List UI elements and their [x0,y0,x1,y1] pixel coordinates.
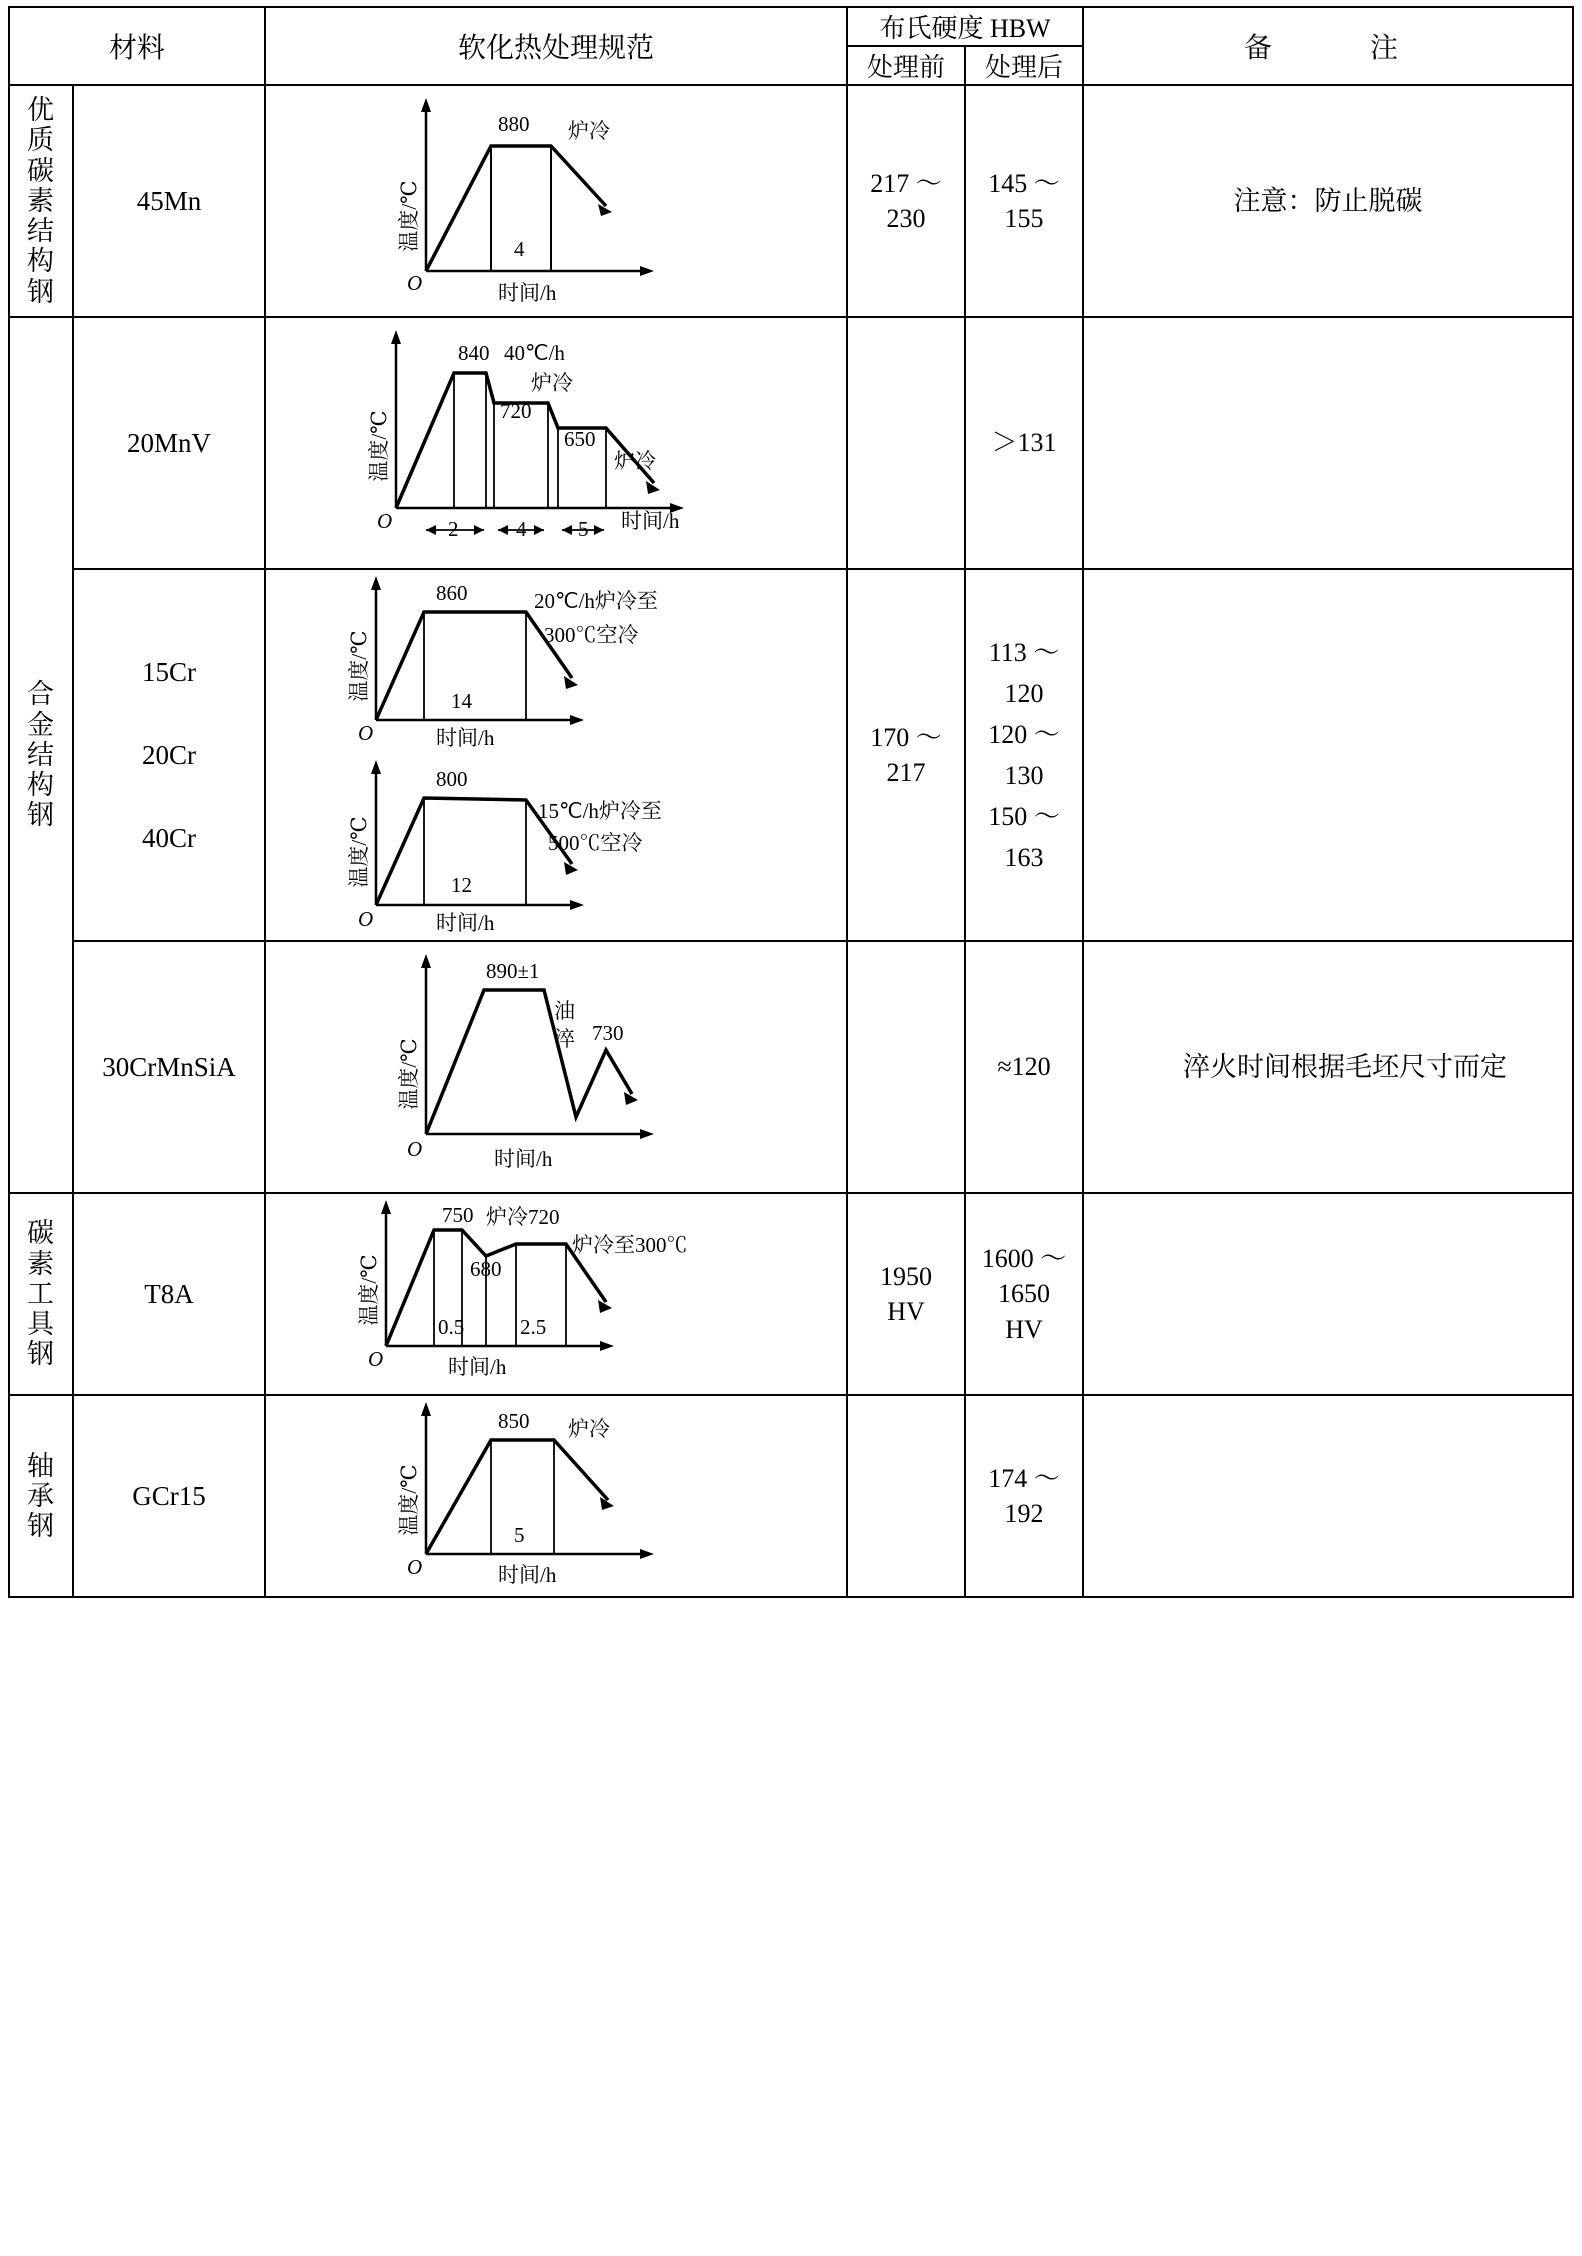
remark-cell [1083,569,1573,941]
chart-axis-x-a: 时间/h [436,726,495,750]
chart-origin: O [377,509,393,533]
material-name-group: 15Cr 20Cr 40Cr [73,569,265,941]
category-carbon-tool: 碳 素 工 具 钢 [9,1193,73,1395]
hardness-before [847,941,965,1193]
process-diagram-cr-group [265,569,847,941]
chart-axis-y-a: 温度/℃ [347,630,372,702]
process-diagram-45mn [265,85,847,317]
chart-origin: O [407,1137,423,1161]
chart-label-note-a1: 20℃/h炉冷至 [534,589,658,613]
material-name: GCr15 [73,1395,265,1597]
table-row [9,85,1573,317]
chart-axis-y-b: 温度/℃ [347,816,372,888]
table-header-row [9,7,1573,46]
chart-axis-x: 时间/h [494,1147,553,1171]
chart-origin: O [407,1555,423,1579]
chart-label-note-b2: 500℃空冷 [548,831,643,855]
chart-axis-x: 时间/h [498,1563,557,1587]
chart-origin-a: O [358,721,374,745]
chart-label-cool: 炉冷至300℃ [572,1233,688,1257]
hardness-after: 113 ～ 120 120 ～ 130 150 ～ 163 [965,569,1083,941]
chart-origin-b: O [358,907,374,931]
chart-label-quench2: 淬 [554,1027,576,1051]
chart-label-peak-b: 800 [436,767,468,791]
chart-label-t2: 730 [592,1021,624,1045]
chart-label-d2: 2.5 [520,1315,547,1339]
chart-axis-y: 温度/℃ [397,180,422,252]
chart-origin: O [368,1347,384,1371]
remark-cell [1083,1395,1573,1597]
chart-axis-y: 温度/℃ [357,1254,382,1326]
remark-cell: 注意：防止脱碳 [1083,85,1573,317]
chart-axis-x: 时间/h [448,1355,507,1379]
process-diagram-gcr15 [265,1395,847,1597]
chart-axis-x: 时间/h [621,509,680,533]
material-name: 30CrMnSiA [73,941,265,1193]
remark-cell [1083,1193,1573,1395]
material-name: 20MnV [73,317,265,569]
material-name: T8A [73,1193,265,1395]
hardness-after: ≈120 [965,941,1083,1193]
chart-label-peak: 880 [498,112,530,136]
chart-label-peak-a: 860 [436,581,468,605]
chart-label-cool1: 炉冷 [531,371,574,395]
chart-axis-y: 温度/℃ [397,1038,422,1110]
hardness-before [847,317,965,569]
hardness-before: 1950 HV [847,1193,965,1395]
chart-label-peak: 890±1 [486,959,540,983]
table-row [9,569,1573,941]
table-row [9,1395,1573,1597]
hardness-after: 174 ～ 192 [965,1395,1083,1597]
chart-label-note-b1: 15℃/h炉冷至 [538,799,662,823]
chart-label-d1: 0.5 [438,1315,465,1339]
hardness-before: 217 ～ 230 [847,85,965,317]
category-alloy-structural: 合 金 结 构 钢 [9,317,73,1193]
chart-label-hold: 5 [514,1523,525,1547]
table-row [9,1193,1573,1395]
header-hardness: 布氏硬度 HBW [847,7,1083,46]
chart-axis-y: 温度/℃ [397,1464,422,1536]
header-remark: 备 注 [1083,7,1573,85]
hardness-after: 1600 ～ 1650 HV [965,1193,1083,1395]
chart-label-t1: 840 [458,341,490,365]
chart-label-cooling: 炉冷 [568,119,611,143]
chart-label-hold-b: 12 [451,873,473,897]
process-diagram-t8a [265,1193,847,1395]
category-bearing-steel: 轴 承 钢 [9,1395,73,1597]
chart-label-quench1: 油 [554,999,576,1023]
hardness-after: 145 ～ 155 [965,85,1083,317]
chart-label-peak: 850 [498,1409,530,1433]
header-before: 处理前 [847,46,965,85]
chart-label-d2: 4 [516,517,527,541]
header-material: 材料 [9,7,265,85]
hardness-after: ＞131 [965,317,1083,569]
chart-label-cool2: 炉冷 [614,449,657,473]
chart-label-rate: 40℃/h [504,341,565,365]
chart-axis-x: 时间/h [498,281,557,305]
chart-label-t1: 750 [442,1203,474,1227]
chart-label-t3: 680 [470,1257,502,1281]
chart-axis-y: 温度/℃ [367,410,392,482]
chart-label-t2: 720 [500,399,532,423]
table-row [9,941,1573,1193]
remark-cell [1083,317,1573,569]
header-process: 软化热处理规范 [265,7,847,85]
process-diagram-20mnv [265,317,847,569]
chart-label-note-a2: 300℃空冷 [544,623,639,647]
chart-label-t3: 650 [564,427,596,451]
hardness-before [847,1395,965,1597]
chart-label-hold-a: 14 [451,689,473,713]
process-diagram-30crmnsia [265,941,847,1193]
category-carbon-structural: 优 质 碳 素 结 构 钢 [9,85,73,317]
remark-cell: 淬火时间根据毛坯尺寸而定 [1083,941,1573,1193]
header-after: 处理后 [965,46,1083,85]
chart-label-d3: 5 [578,517,589,541]
chart-origin: O [407,271,423,295]
chart-label-t2: 炉冷720 [486,1205,560,1229]
chart-label-hold: 4 [514,237,525,261]
chart-axis-x-b: 时间/h [436,911,495,935]
hardness-before: 170 ～ 217 [847,569,965,941]
table-row [9,317,1573,569]
chart-label-d1: 2 [448,517,459,541]
material-name: 45Mn [73,85,265,317]
chart-label-cool: 炉冷 [568,1417,611,1441]
heat-treatment-table [8,6,1574,1598]
